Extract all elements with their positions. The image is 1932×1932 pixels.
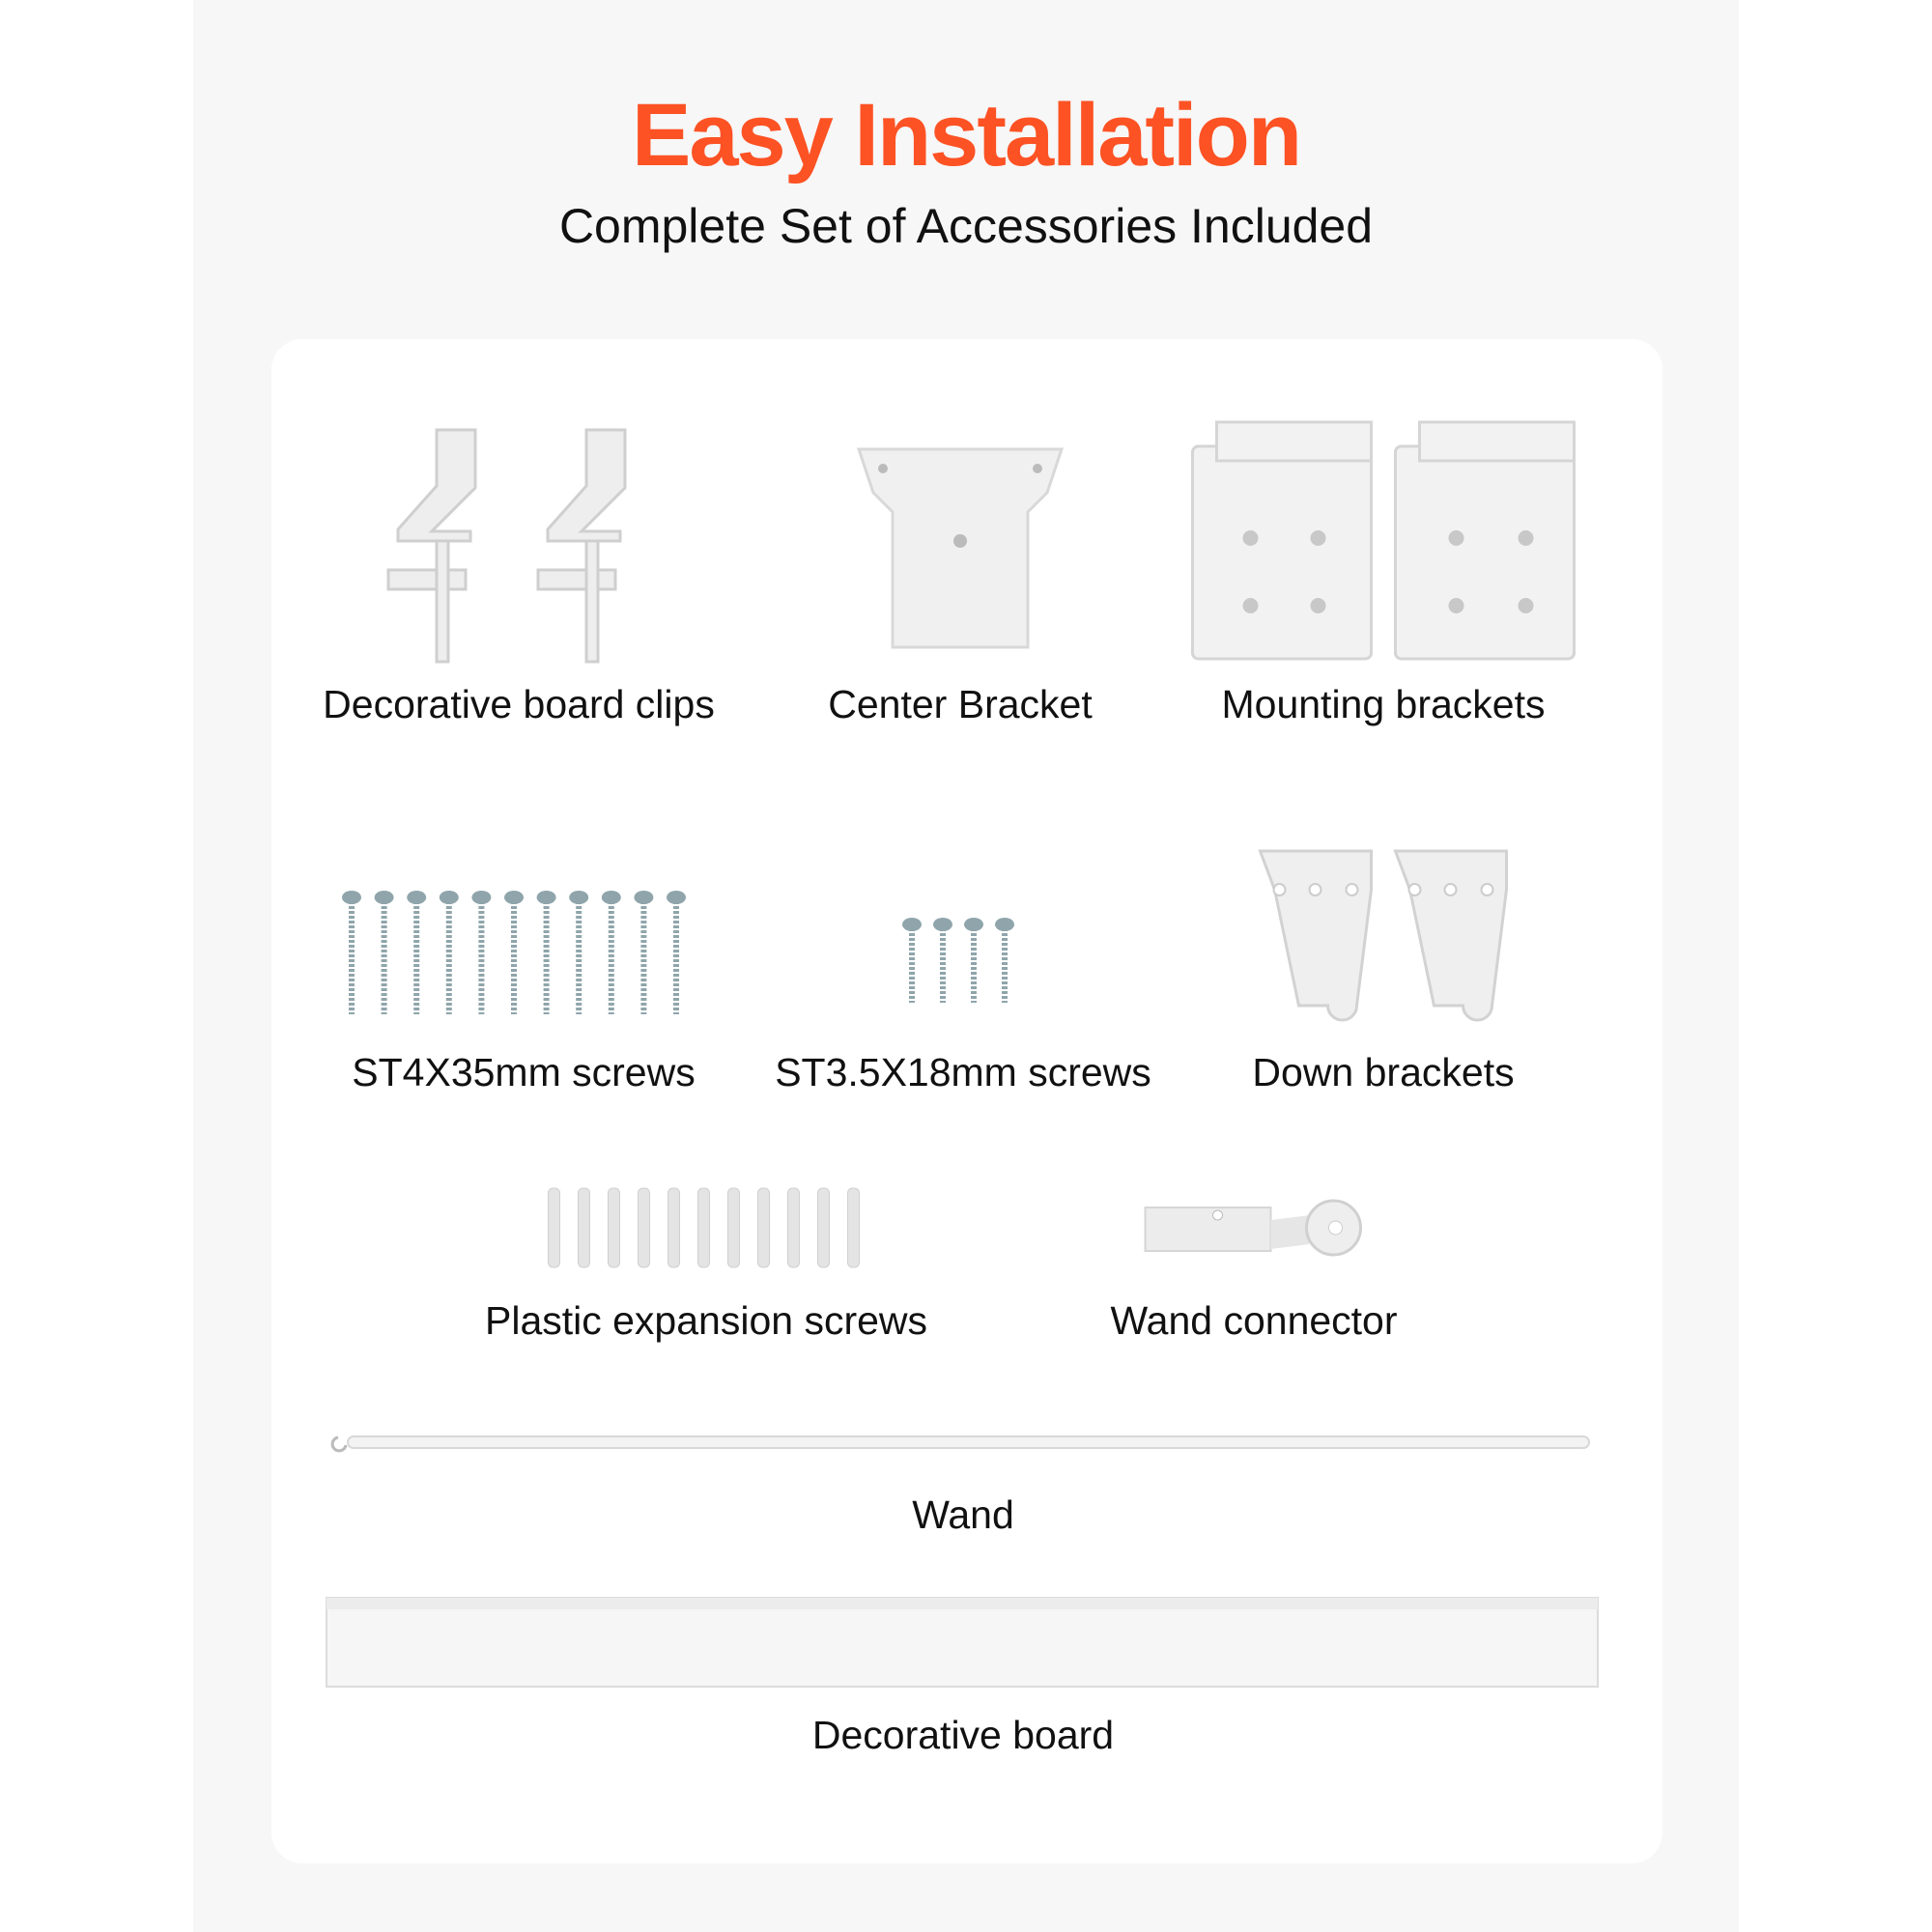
item-label: Down brackets: [1252, 1050, 1515, 1094]
screw: [602, 891, 621, 1014]
down-bracket-icon: [1256, 846, 1512, 1025]
wand-icon: [319, 1430, 1594, 1454]
page-subtitle: Complete Set of Accessories Included: [558, 199, 1374, 253]
anchor: [788, 1188, 800, 1267]
anchor: [818, 1188, 830, 1267]
short-screw-icon: [900, 916, 1026, 1008]
screw: [440, 891, 459, 1014]
anchor: [758, 1188, 770, 1267]
anchor: [639, 1188, 650, 1267]
item-label: Plastic expansion screws: [484, 1298, 928, 1343]
screw: [964, 918, 983, 1003]
screw: [933, 918, 952, 1003]
anchor: [698, 1188, 710, 1267]
screw: [375, 891, 394, 1014]
screw: [471, 891, 491, 1014]
anchor: [668, 1188, 680, 1267]
screw: [667, 891, 686, 1014]
item-label: Decorative board clips: [323, 682, 715, 726]
screw: [342, 891, 361, 1014]
item-label: Center Bracket: [828, 682, 1093, 726]
board-clip-icon: [379, 425, 659, 667]
item-label: ST4X35mm screws: [352, 1050, 696, 1094]
center-bracket-icon: [854, 444, 1066, 652]
anchor: [579, 1188, 590, 1267]
mounting-bracket-icon: [1188, 417, 1579, 664]
anchor: [549, 1188, 560, 1267]
item-label: Wand connector: [1110, 1298, 1398, 1343]
anchor: [848, 1188, 860, 1267]
wall-anchor-icon: [545, 1186, 868, 1271]
screw: [902, 918, 922, 1003]
screw: [407, 891, 426, 1014]
item-label: Mounting brackets: [1221, 682, 1546, 726]
decorative-board-icon: [326, 1596, 1599, 1690]
item-label: Decorative board: [811, 1713, 1115, 1757]
screw: [634, 891, 653, 1014]
long-screw-icon: [340, 889, 707, 1019]
screw: [995, 918, 1014, 1003]
item-label: Wand: [912, 1492, 1014, 1537]
screw: [569, 891, 588, 1014]
anchor: [609, 1188, 620, 1267]
screw: [537, 891, 556, 1014]
anchor: [728, 1188, 740, 1267]
page-title: Easy Installation: [631, 86, 1301, 185]
wand-connector-icon: [1141, 1196, 1368, 1264]
screw: [504, 891, 524, 1014]
item-label: ST3.5X18mm screws: [775, 1050, 1151, 1094]
